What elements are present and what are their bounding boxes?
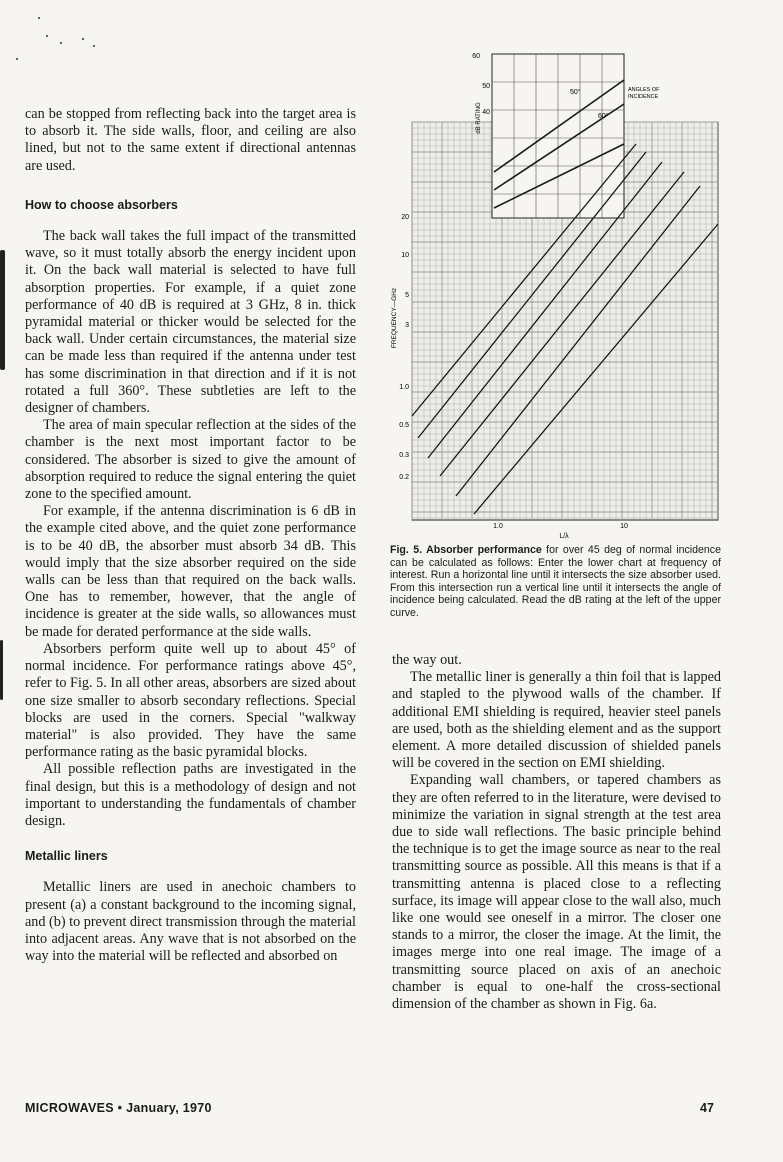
expanding-wall-paragraph: Expanding wall chambers, or tapered chambers as they are often referred to in the literature, were devised to minimize the variation in signal strength at the test area due to side wall reflections. The basic principle behind the technique is to get the image source as near to the real transmitting source as possible. All this means is that if a transmitting antenna is placed close to a reflecting surface, its image will appear close to the wall also, much like one would see oneself in a mirror. The closer one stands to a mirror, the closer the image. At the limit, the images merge into one real image. The image of a transmitting source placed on axis of an anechoic chamber is equal to one-half the cross-sectional dimension of the chamber as shown in Fig. 6a.: [392, 772, 721, 1013]
lower-ytick-0-3: 0.3: [399, 452, 409, 459]
lower-ytick-0-5: 0.5: [399, 422, 409, 429]
absorber-performance-figure: [384, 48, 730, 542]
angles-of-incidence-label-1: ANGLES OF: [628, 87, 660, 93]
lower-y-axis-label: FREQUENCY—GHz: [391, 287, 398, 349]
way-out-paragraph: the way out.: [392, 652, 462, 668]
scan-speck: [38, 17, 40, 19]
lower-ytick-1: 1.0: [399, 384, 409, 391]
scan-edge-mark: [0, 640, 3, 700]
back-wall-paragraph: The back wall takes the full impact of the transmitted wave, so it must totally absorb the energy incident upon it. On the back wall material is selected to have full absorption properties. For example, if a quiet zone performance of 40 dB is required at 3 GHz, 8 in. thick pyramidal material or thicker would be selected for the back wall. Under certain circumstances, the material size can be made less than required if the antenna under test has some discrimination in that direction and if it is not rotated a full 360°. These subtleties are left to the designer of chambers.: [25, 228, 356, 417]
scan-speck: [82, 38, 84, 40]
scan-speck: [46, 35, 48, 37]
foil-paragraph: The metallic liner is generally a thin foil that is lapped and stapled to the plywood walls of the chamber. If additional EMI shielding is required, heavier steel panels are used, both as the shielding element and as the support element. A more detailed discussion of shielded panels will be covered in the section on EMI shielding.: [392, 669, 721, 772]
lower-ytick-20: 20: [401, 214, 409, 221]
scan-speck: [93, 45, 95, 47]
magazine-footer: MICROWAVES • January, 1970: [25, 1101, 212, 1115]
section-heading-choose-absorbers: How to choose absorbers: [25, 197, 178, 212]
upper-ytick-60: 60: [472, 53, 480, 60]
lower-ytick-5: 5: [405, 292, 409, 299]
incidence-paragraph: Absorbers perform quite well up to about 45° of normal incidence. For performance ratings above 45°, refer to Fig. 5. In all other areas, absorbers are sized about one size smaller to absorb secondary reflections. Special blocks are used in the corners. Special "walkway material" is also provided. They have the same performance rating as the basic pyramidal blocks.: [25, 640, 356, 761]
upper-ytick-50: 50: [482, 83, 490, 90]
upper-ytick-40: 40: [482, 109, 490, 116]
intro-paragraph: can be stopped from reflecting back into the target area is to absorb it. The side walls, floor, and ceiling are also lined, but not to the same extent if directional antennas are used.: [25, 106, 356, 174]
scan-speck: [16, 58, 18, 60]
xtick-10: 10: [620, 523, 628, 530]
x-axis-label: L/λ: [559, 533, 569, 540]
absorber-performance-chart: [384, 48, 730, 542]
specular-paragraph: The area of main specular reflection at the sides of the chamber is the next most important factor to be considered. The absorber is sized to give the amount of absorption required to reduce the signal entering the quiet zone to the specified amount.: [25, 417, 356, 503]
angles-of-incidence-label-2: INCIDENCE: [628, 94, 659, 100]
page-number: 47: [700, 1101, 714, 1115]
figure-caption: [390, 544, 721, 620]
scan-edge-mark: [0, 250, 5, 370]
left-column: [25, 106, 356, 965]
liners-paragraph: Metallic liners are used in anechoic chambers to present (a) a constant background to the incoming signal, and (b) to prevent direct transmission through the material into adjacent areas. Any wave that is not absorbed on the way into the material will be reflected and absorbed on: [25, 879, 356, 965]
example-paragraph: For example, if the antenna discrimination is 6 dB in the example cited above, and the quiet zone performance is to be 40 dB, the absorber must absorb 34 dB. This would imply that the size absorber required on the side walls can be less than that required on the back walls. One has to remember, however, that the angle of incidence is greater at the side walls, so allowances must be made for derated performance at the side walls.: [25, 503, 356, 640]
caption-label: Fig. 5. Absorber performance: [390, 544, 542, 556]
angle-label-50: 50°: [570, 89, 581, 96]
lower-ytick-3: 3: [405, 322, 409, 329]
right-column: [392, 652, 721, 1013]
caption-text: for over 45 deg of normal incidence can be calculated as follows: Enter the lower chart at frequency of interest. Run a horizontal line until it intersects the size absorber used. From this intersection run a vertical line until it intersects the angle of incidence being calculated. Read the dB rating at the left of the upper curve.: [390, 544, 721, 619]
reflection-paths-paragraph: All possible reflection paths are investigated in the final design, but this is a methodology of design and not important to understanding the fundamentals of chamber design.: [25, 761, 356, 829]
lower-ytick-10: 10: [401, 252, 409, 259]
angle-label-60: 60°: [598, 113, 609, 120]
upper-y-axis-label: dB RATING: [476, 102, 482, 134]
section-heading-metallic-liners: Metallic liners: [25, 849, 108, 864]
scan-speck: [60, 42, 62, 44]
lower-ytick-0-2: 0.2: [399, 474, 409, 481]
xtick-1: 1.0: [493, 523, 503, 530]
